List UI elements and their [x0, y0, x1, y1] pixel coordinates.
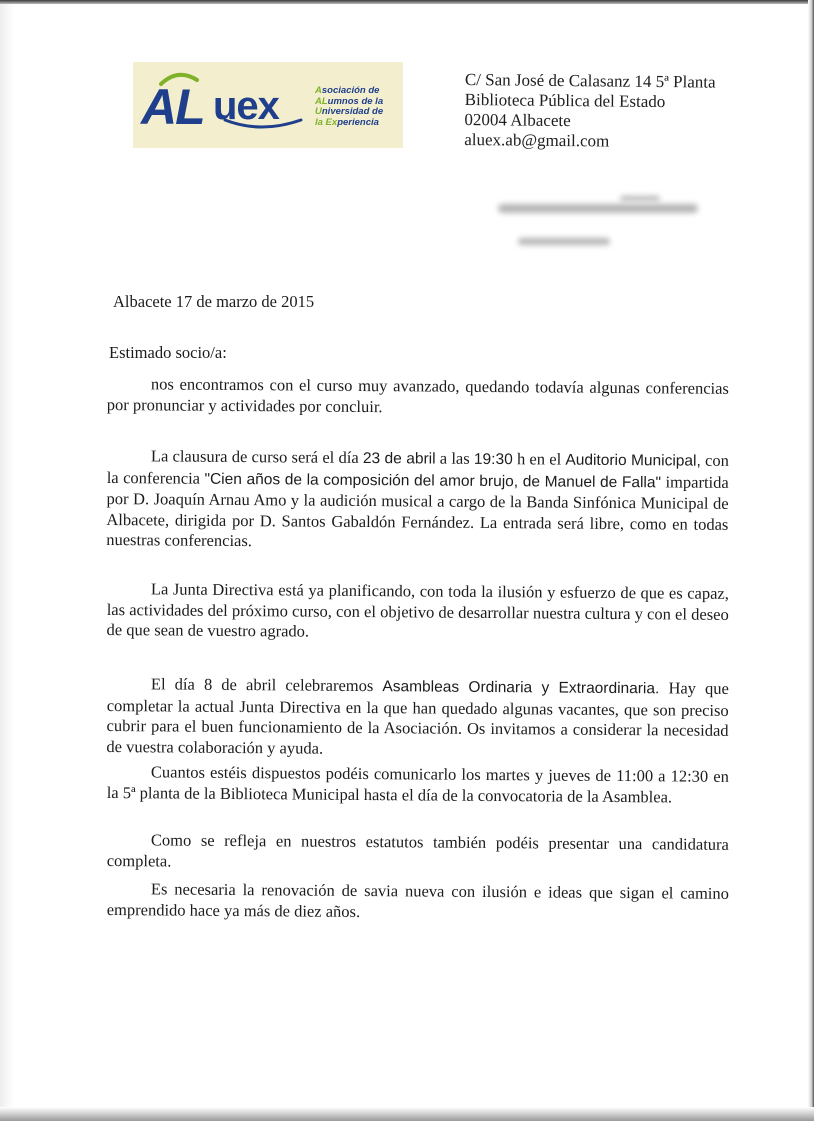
logo-tagline-line: la Experiencia — [315, 116, 379, 128]
paragraph-2 — [106, 446, 729, 555]
p2-text-c: a las — [435, 448, 475, 468]
logo-tagline — [315, 86, 383, 128]
p2-text-a: La clausura de curso será el día — [150, 446, 364, 468]
scan-edge-right — [808, 0, 814, 1121]
address-email: aluex.ab@gmail.com — [464, 129, 610, 151]
scan-edge-bottom — [0, 1107, 814, 1121]
p2-text-i: impartida por D. Joaquín Arnau Amo y la audición musical a cargo de la Banda Sinfónica Municipal de Albacete, dirigida por D. Santos Gabaldón Fernández. La entrada será libre, como en todas nuestras conferencias. — [106, 471, 729, 551]
p2-text-e: h en el — [512, 449, 566, 469]
address-street: C/ San José de Calasanz 14 5ª Planta — [464, 70, 716, 92]
logo-tagline-line: Asociación de — [315, 85, 380, 96]
address-building: Biblioteca Pública del Estado — [464, 89, 666, 112]
scan-edge-top — [0, 0, 814, 4]
redacted-line — [620, 196, 660, 201]
paragraph-7 — [107, 879, 729, 925]
redacted-line — [518, 238, 610, 245]
p2-date: 23 de abril — [362, 450, 436, 468]
paragraph-3-text: La Junta Directiva está ya planificando, con toda la ilusión y esfuerzo de que es capaz, las actividades del próximo curso, con el objetivo de desarrollar nuestra cultura y con el deseo de que sean de vuestro agrado. — [106, 579, 729, 641]
letter-greeting: Estimado socio/a: — [109, 343, 227, 362]
redacted-line — [498, 204, 698, 213]
letter-date: Albacete 17 de marzo de 2015 — [113, 292, 315, 311]
p2-venue: Auditorio Municipal, — [565, 451, 701, 470]
p2-lecture-title: "Cien años de la composición del amor brujo, de Manuel de Falla" — [204, 470, 662, 491]
aluex-logo — [133, 62, 403, 148]
paragraph-3 — [107, 579, 729, 645]
p4-text-a: El día 8 de abril celebraremos — [150, 674, 383, 696]
paragraph-6-text: Como se refleja en nuestros estatutos también podéis presentar una candidatura completa. — [106, 830, 729, 871]
paragraph-1-text: nos encontramos con el curso muy avanzado, quedando todavía algunas conferencias por pronunciar y actividades por concluir. — [106, 374, 729, 416]
logo-wordmark-a: AL — [141, 79, 204, 135]
scan-edge-left — [0, 0, 14, 1121]
p4-text-c: Hay que completar la actual Junta Directiva en la que han quedado algunas vacantes, que son preciso cubrir para el buen funcionamiento de la Asociación. Os invitamos a considerar la necesidad de vuestra colaboración y ayuda. — [106, 678, 729, 758]
paragraph-7-text: Es necesaria la renovación de savia nueva con ilusión e ideas que sigan el camino emprendido hace ya más de diez años. — [106, 879, 729, 921]
p4-assemblies: Asambleas Ordinaria y Extraordinaria. — [382, 678, 660, 698]
paragraph-4 — [106, 674, 729, 762]
paragraph-5-text: Cuantos estéis dispuestos podéis comunicarlo los martes y jueves de 11:00 a 12:30 en la 5ª planta de la Biblioteca Municipal hasta el día de la convocatoria de la Asamblea. — [106, 762, 729, 806]
logo-tagline-line: ALumnos de la — [315, 95, 384, 107]
redacted-recipient — [470, 196, 730, 258]
paragraph-5 — [107, 762, 729, 808]
paragraph-1 — [107, 374, 729, 420]
paragraph-6 — [107, 830, 729, 876]
p2-time: 19:30 — [473, 450, 513, 469]
p2-text-g: con la conferencia — [106, 450, 729, 488]
logo-tagline-line: Universidad de — [315, 106, 384, 117]
logo-wordmark-uex: uex — [213, 84, 279, 128]
address-city: 02004 Albacete — [464, 109, 571, 131]
sender-address — [464, 70, 716, 153]
